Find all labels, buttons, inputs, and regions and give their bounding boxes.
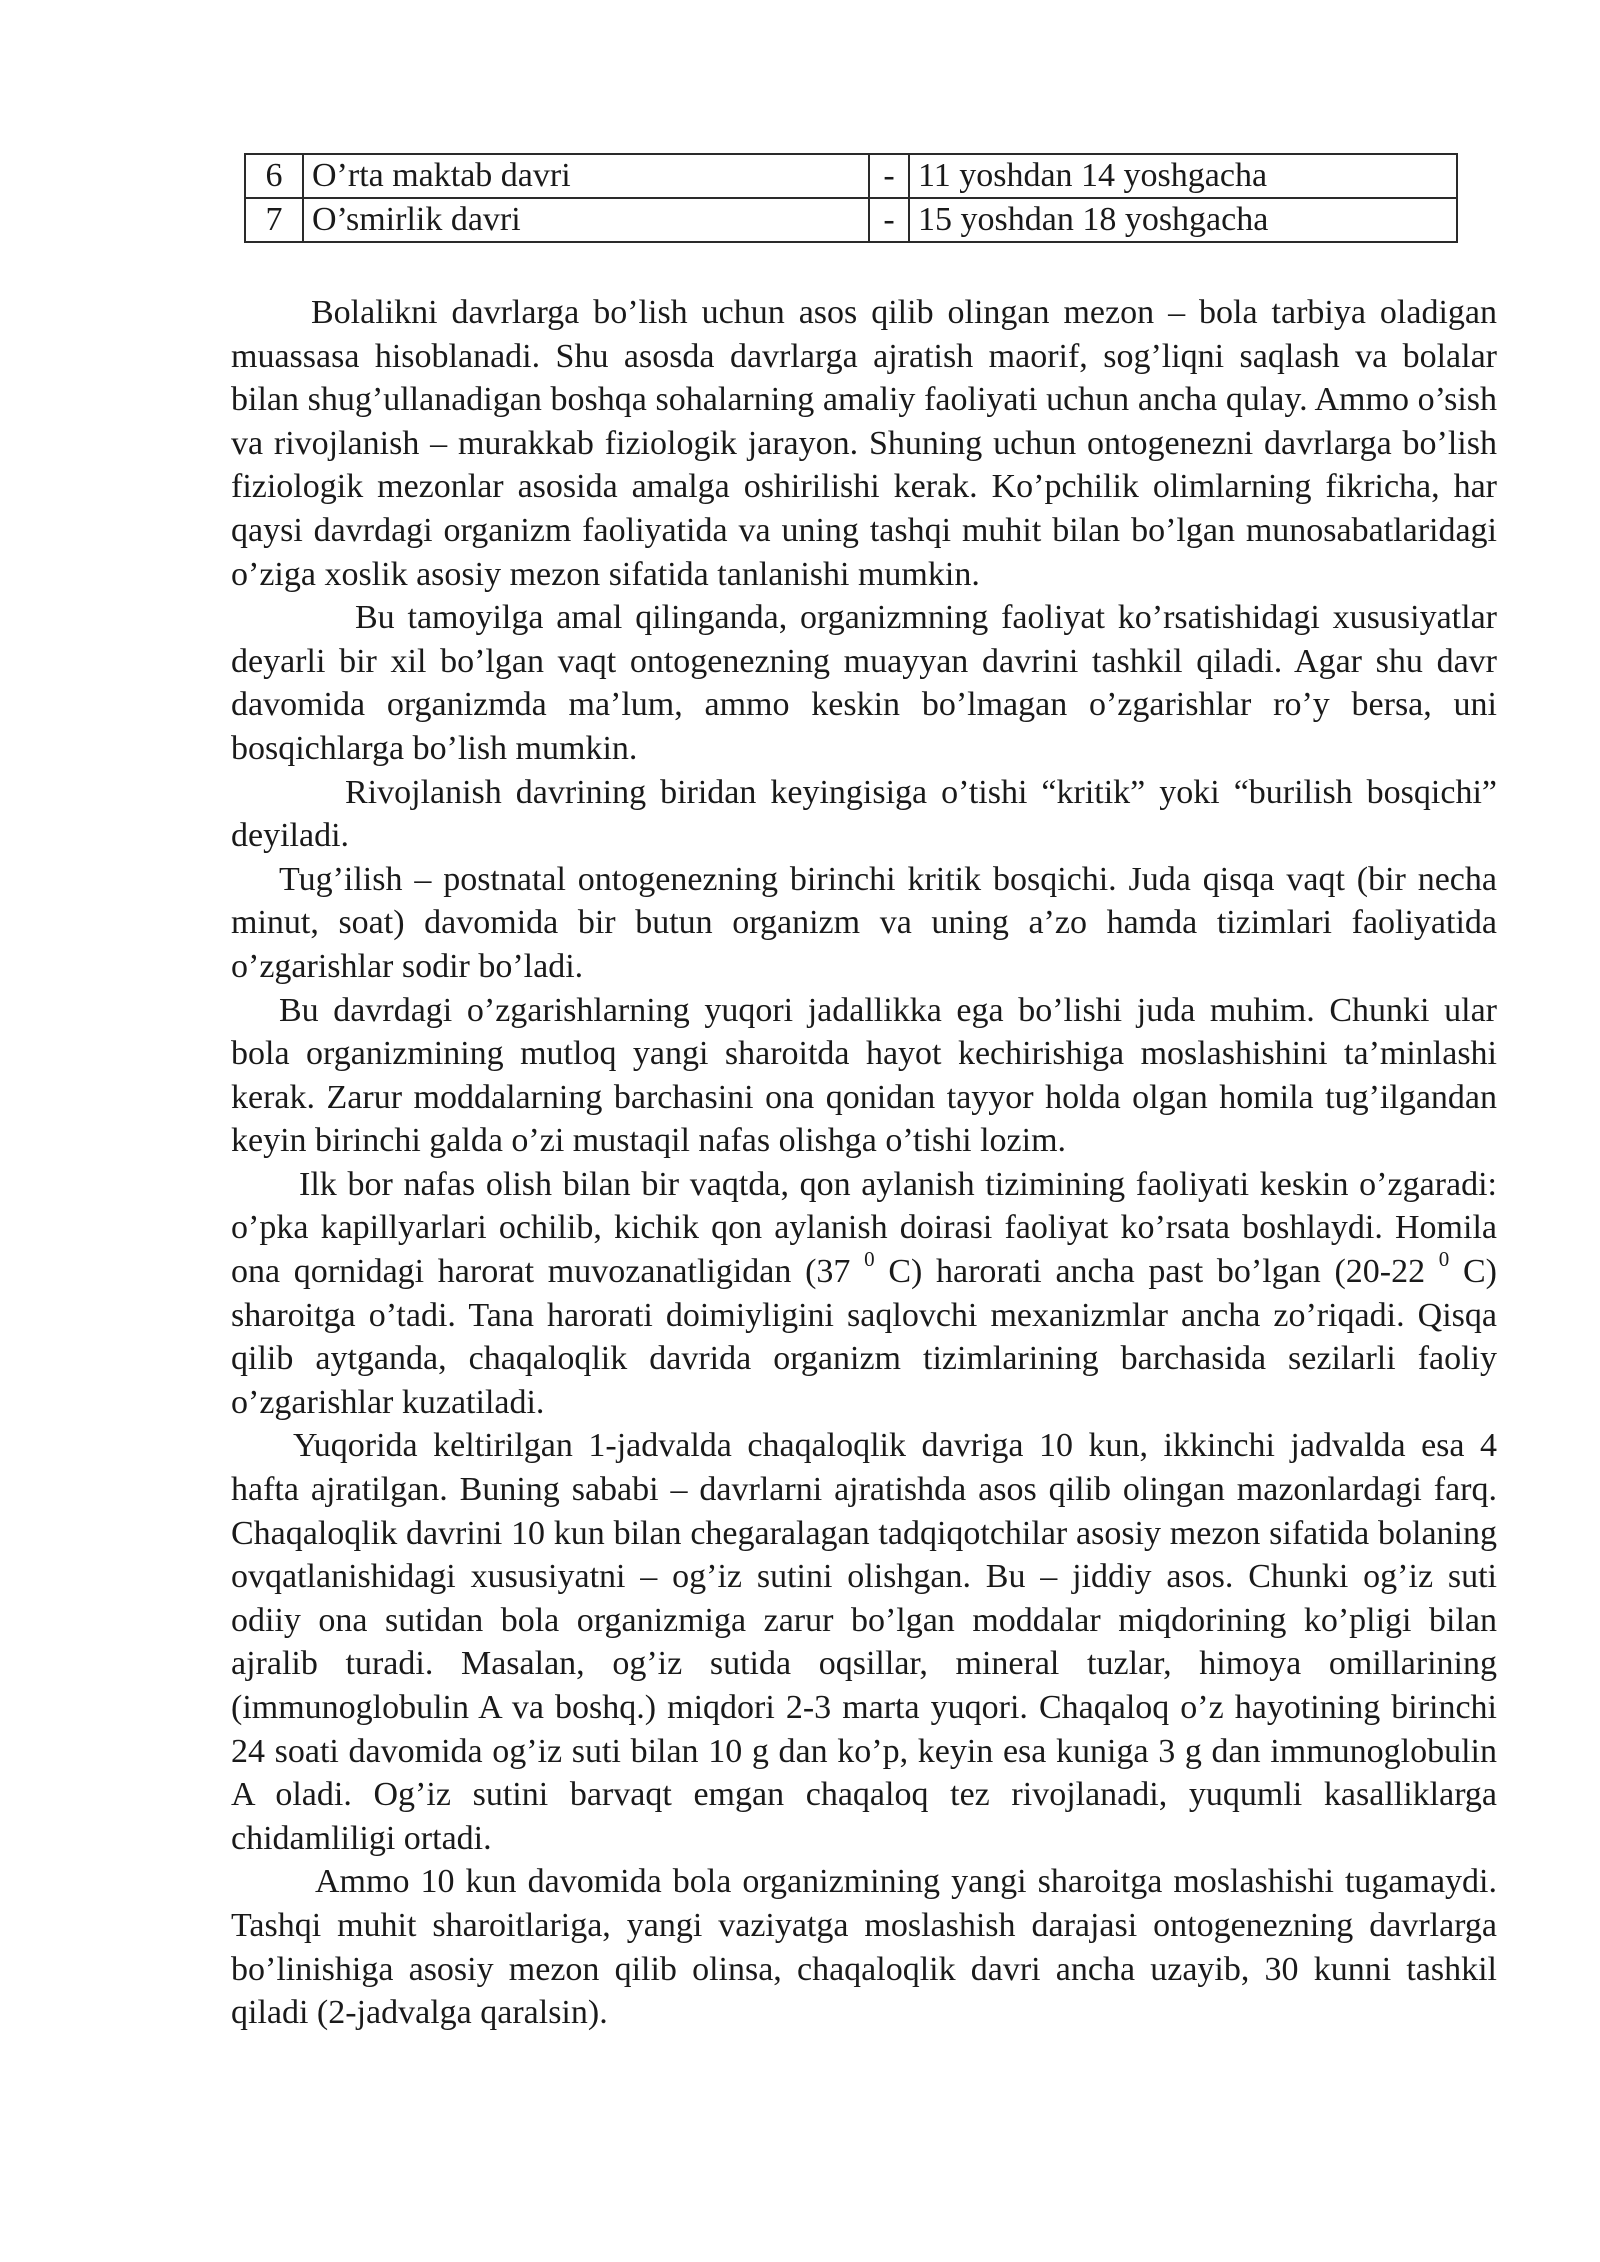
age-range: 15 yoshdan 18 yoshgacha bbox=[909, 198, 1457, 242]
paragraph: Bolalikni davrlarga bo’lish uchun asos qilib olingan mezon – bola tarbiya oladigan muassasa hisoblanadi. Shu asosda davrlarga ajratish maorif, sog’liqni saqlash va bolalar bilan shug’ullanadigan boshqa sohalarning amaliy faoliyati uchun ancha qulay. Ammo o’sish va rivojlanish – murakkab fiziologik jarayon. Shuning uchun ontogenezni davrlarga bo’lish fiziologik mezonlar asosida amalga oshirilishi kerak. Ko’pchilik olimlarning fikricha, har qaysi davrdagi organizm faoliyatida va uning tashqi muhit bilan bo’lgan munosabatlaridagi o’ziga xoslik asosiy mezon sifatida tanlanishi mumkin. bbox=[231, 294, 1497, 593]
row-number: 7 bbox=[245, 198, 303, 242]
table-row bbox=[245, 198, 1457, 242]
row-number: 6 bbox=[245, 154, 303, 198]
paragraph-text: C) harorati ancha past bo’lgan (20-22 bbox=[888, 1253, 1426, 1291]
period-name: O’rta maktab davri bbox=[303, 154, 869, 198]
body-text bbox=[231, 291, 1497, 2035]
table-row bbox=[245, 154, 1457, 198]
paragraph: Bu tamoyilga amal qilinganda, organizmning faoliyat ko’rsatishidagi xususiyatlar deyarli bir xil bo’lgan vaqt ontogenezning muayyan davrini tashkil qiladi. Agar shu davr davomida organizmda ma’lum, ammo keskin bo’lmagan o’zgarishlar ro’y bersa, uni bosqichlarga bo’lish mumkin. bbox=[231, 599, 1497, 767]
degree-superscript: 0 bbox=[1438, 1246, 1450, 1271]
dash-cell: - bbox=[869, 154, 909, 198]
age-periods-table bbox=[244, 153, 1458, 243]
age-range: 11 yoshdan 14 yoshgacha bbox=[909, 154, 1457, 198]
paragraph-text: Ilk bor nafas olish bilan bir vaqtda, qon aylanish tizimining faoliyati keskin o’zgaradi: o’pka kapillyarlari ochilib, kichik qon aylanish doirasi faoliyat ko’rsata boshlaydi. Homila ona qornidagi harorat muvozanatligidan (37 bbox=[231, 1165, 1497, 1291]
paragraph-text: C) sharoitga o’tadi. Tana harorati doimiyligini saqlovchi mexanizmlar ancha zo’riqadi. Qisqa qilib aytganda, chaqaloqlik davrida organizm tizimlarining barchasida sezilarli faoliy o’zgarishlar kuzatiladi. bbox=[231, 1253, 1497, 1421]
paragraph bbox=[231, 1163, 1497, 1425]
paragraph: Ammo 10 kun davomida bola organizmining yangi sharoitga moslashishi tugamaydi. Tashqi muhit sharoitlariga, yangi vaziyatga moslashish darajasi ontogenezning davrlarga bo’linishiga asosiy mezon qilib olinsa, chaqaloqlik davri ancha uzayib, 30 kunni tashkil qiladi (2-jadvalga qaralsin). bbox=[231, 1863, 1497, 2032]
dash-cell: - bbox=[869, 198, 909, 242]
paragraph: Yuqorida keltirilgan 1-jadvalda chaqaloqlik davriga 10 kun, ikkinchi jadvalda esa 4 hafta ajratilgan. Buning sababi – davrlarni ajratishda asos qilib olingan mazonlardagi farq. Chaqaloqlik davrini 10 kun bilan chegaralagan tadqiqotchilar asosiy mezon sifatida bolaning ovqatlanishidagi xususiyatni – og’iz sutini olishgan. Bu – jiddiy asos. Chunki og’iz suti odiiy ona sutidan bola organizmiga zarur bo’lgan moddalar miqdorining ko’pligi bilan ajralib turadi. Masalan, og’iz sutida oqsillar, mineral tuzlar, himoya omillarining (immunoglobulin A va boshq.) miqdori 2-3 marta yuqori. Chaqaloq o’z hayotining birinchi 24 soati davomida og’iz suti bilan 10 g dan ko’p, keyin esa kuniga 3 g dan immunoglobulin A oladi. Og’iz sutini barvaqt emgan chaqaloq tez rivojlanadi, yuqumli kasalliklarga chidamliligi ortadi. bbox=[231, 1427, 1497, 1857]
paragraph: Bu davrdagi o’zgarishlarning yuqori jadallikka ega bo’lishi juda muhim. Chunki ular bola organizmining mutloq yangi sharoitda hayot kechirishiga moslashishini ta’minlashi kerak. Zarur moddalarning barchasini ona qonidan tayyor holda olgan homila tug’ilgandan keyin birinchi galda o’zi mustaqil nafas olishga o’tishi lozim. bbox=[231, 991, 1497, 1160]
paragraph: Tug’ilish – postnatal ontogenezning birinchi kritik bosqichi. Juda qisqa vaqt (bir necha minut, soat) davomida bir butun organizm va uning a’zo hamda tizimlari faoliyatida o’zgarishlar sodir bo’ladi. bbox=[231, 860, 1497, 985]
paragraph: Rivojlanish davrining biridan keyingisiga o’tishi “kritik” yoki “burilish bosqichi” deyiladi. bbox=[231, 773, 1497, 855]
period-name: O’smirlik davri bbox=[303, 198, 869, 242]
degree-superscript: 0 bbox=[864, 1246, 875, 1271]
